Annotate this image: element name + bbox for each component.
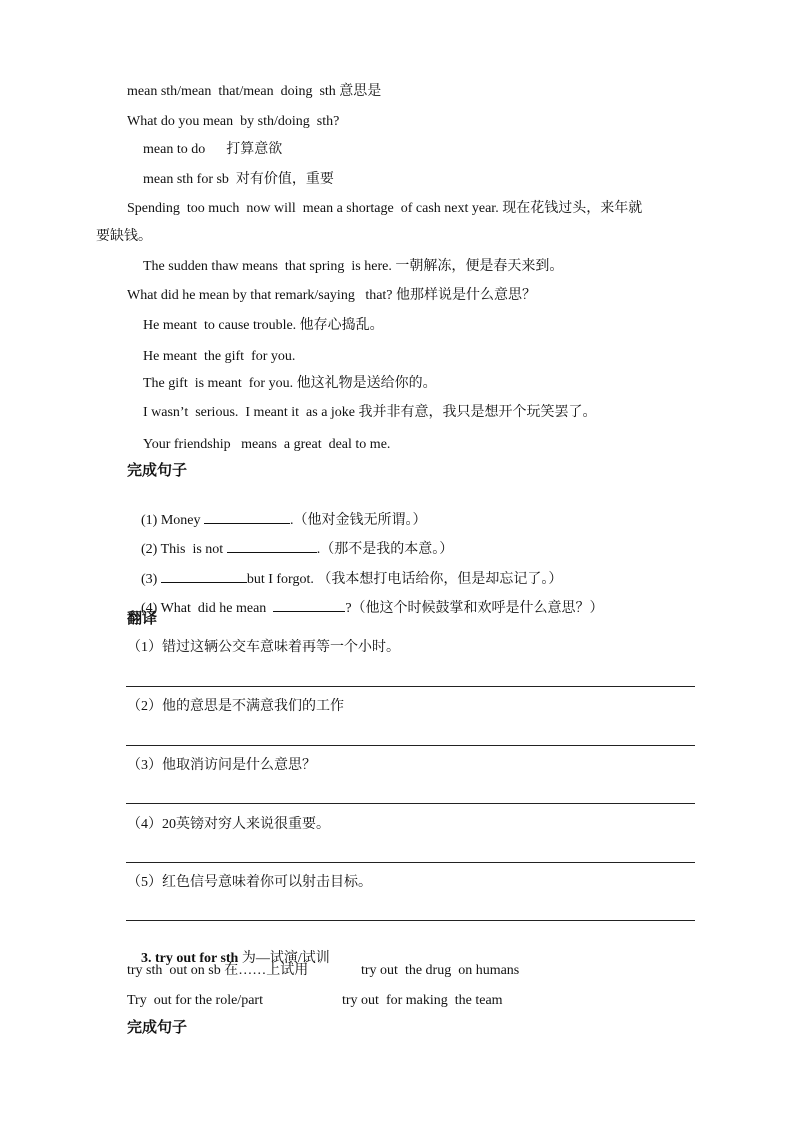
text-line: The sudden thaw means that spring is here. 一朝解冻，便是春天来到。 <box>143 259 564 274</box>
answer-blank[interactable] <box>273 599 345 612</box>
text-line: try out the drug on humans <box>361 963 520 978</box>
translation-item: （1）错过这辆公交车意味着再等一个小时。 <box>127 640 400 655</box>
text-line: mean to do 打算意欲 <box>143 142 283 157</box>
exercise-prefix: (3) <box>141 572 161 587</box>
text-line: try out for making the team <box>342 993 503 1008</box>
text-line: Spending too much now will mean a shortage of cash next year. 现在花钱过头，来年就 <box>127 201 643 216</box>
answer-line[interactable] <box>126 920 695 921</box>
answer-line[interactable] <box>126 862 695 863</box>
heading-gloss: 为—试演/试训 <box>238 951 330 966</box>
section-heading: 完成句子 <box>127 1020 188 1036</box>
text-line: Your friendship means a great deal to me. <box>143 437 391 452</box>
exercise-prefix: (4) What did he mean <box>141 601 274 616</box>
text-line: mean sth/mean that/mean doing sth 意思是 <box>127 84 382 99</box>
text-line: 要缺钱。 <box>96 229 152 244</box>
heading-phrase: 3. try out for sth <box>141 951 239 966</box>
translation-item: （5）红色信号意味着你可以射击目标。 <box>127 875 372 890</box>
text-line: try sth out on sb 在……上试用 <box>127 963 309 978</box>
exercise-suffix: ?（他这个时候鼓掌和欢呼是什么意思？） <box>345 601 604 616</box>
answer-line[interactable] <box>126 803 695 804</box>
exercise-item <box>127 581 604 636</box>
text-line: What did he mean by that remark/saying that? 他那样说是什么意思？ <box>127 288 537 303</box>
section-heading: 完成句子 <box>127 463 188 479</box>
text-line: What do you mean by sth/doing sth? <box>127 114 340 129</box>
exercise-suffix: but I forgot. （我本想打电话给你，但是却忘记了。） <box>246 572 563 587</box>
exercise-prefix: (2) This is not <box>141 542 227 557</box>
text-line: He meant to cause trouble. 他存心捣乱。 <box>143 318 384 333</box>
translation-item: （4）20英镑对穷人来说很重要。 <box>127 817 330 832</box>
answer-line[interactable] <box>126 745 695 746</box>
text-line: The gift is meant for you. 他这礼物是送给你的。 <box>143 376 437 391</box>
exercise-suffix: .（那不是我的本意。） <box>316 542 454 557</box>
translation-item: （3）他取消访问是什么意思？ <box>127 758 316 773</box>
exercise-suffix: .（他对金钱无所谓。） <box>290 513 427 528</box>
translation-item: （2）他的意思是不满意我们的工作 <box>127 699 344 714</box>
answer-line[interactable] <box>126 686 695 687</box>
exercise-prefix: (1) Money <box>141 513 204 528</box>
section-heading: 翻译 <box>127 611 158 627</box>
text-line: He meant the gift for you. <box>143 349 296 364</box>
text-line: Try out for the role/part <box>127 993 263 1008</box>
text-line: I wasn’t serious. I meant it as a joke 我并非有意，我只是想开个玩笑罢了。 <box>143 405 597 420</box>
text-line: mean sth for sb 对有价值，重要 <box>143 172 334 187</box>
